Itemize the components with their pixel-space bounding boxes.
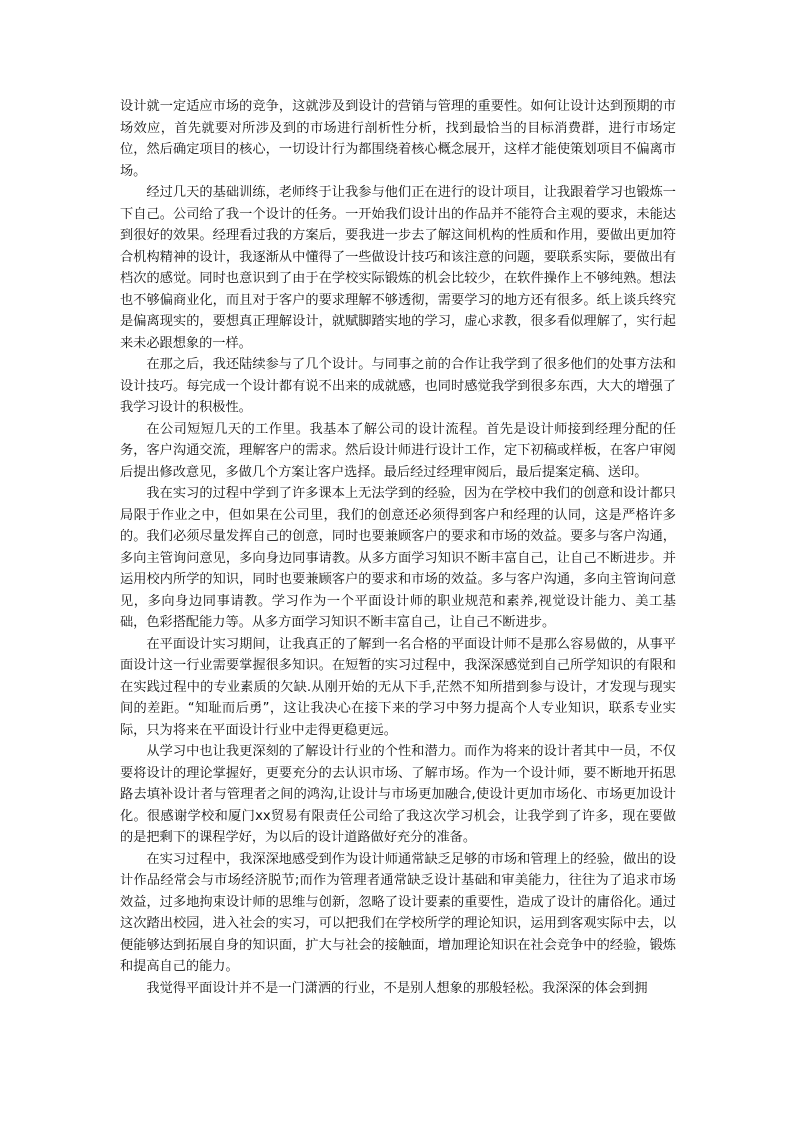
paragraph-9: 我觉得平面设计并不是一门潇洒的行业，不是别人想象的那般轻松。我深深的体会到拥 bbox=[146, 980, 648, 996]
paragraph-4: 在公司短短几天的工作里。我基本了解公司的设计流程。首先是设计师接到经理分配的任务，客户沟通交流，理解客户的需求。然后设计师进行设计工作，定下初稿或样板，在客户审阅后提出修改意见，多做几个方案让客户选择。最后经过经理审阅后，最后提案定稿、送印。 bbox=[120, 421, 676, 480]
paragraph-5: 我在实习的过程中学到了许多课本上无法学到的经验，因为在学校中我们的创意和设计都只局限于作业之中，但如果在公司里，我们的创意还必须得到客户和经理的认同，这是严格许多的。我们必须尽量发挥自己的创意，同时也要兼顾客户的要求和市场的效益。要多与客户沟通，多向主管询问意见，多向身边同事请教。从多方面学习知识不断丰富自己，让自己不断进步。并运用校内所学的知识，同时也要兼顾客户的要求和市场的效益。多与客户沟通，多向主管询问意见，多向身边同事请教。学习作为一个平面设计师的职业规范和素养,视觉设计能力、美工基础，色彩搭配能力等。从多方面学习知识不断丰富自己，让自己不断进步。 bbox=[120, 486, 676, 630]
paragraph-3: 在那之后，我还陆续参与了几个设计。与同事之前的合作让我学到了很多他们的处事方法和设计技巧。每完成一个设计都有说不出来的成就感，也同时感觉我学到很多东西，大大的增强了我学习设计的积极性。 bbox=[120, 357, 676, 415]
paragraph-6: 在平面设计实习期间，让我真正的了解到一名合格的平面设计师不是那么容易做的，从事平面设计这一行业需要掌握很多知识。在短暂的实习过程中，我深深感觉到自己所学知识的有限和在实践过程中的专业素质的欠缺.从刚开始的无从下手,茫然不知所措到参与设计，才发现与现实间的差距。“知耻而后勇”，这让我决心在接下来的学习中努力提高个人专业知识，联系专业实际，只为将来在平面设计行业中走得更稳更远。 bbox=[120, 636, 676, 738]
document-body bbox=[120, 96, 676, 999]
paragraph-8: 在实习过程中，我深深地感受到作为设计师通常缺乏足够的市场和管理上的经验，做出的设计作品经常会与市场经济脱节;而作为管理者通常缺乏设计基础和审美能力，往往为了追求市场效益，过多地拘束设计师的思维与创新，忽略了设计要素的重要性，造成了设计的庸俗化。通过这次踏出校园，进入社会的实习，可以把我们在学校所学的理论知识，运用到客观实际中去，以便能够达到拓展自身的知识面，扩大与社会的接触面，增加理论知识在社会竞争中的经验，锻炼和提高自己的能力。 bbox=[120, 851, 676, 974]
paragraph-1: 设计就一定适应市场的竞争，这就涉及到设计的营销与管理的重要性。如何让设计达到预期的市场效应，首先就要对所涉及到的市场进行剖析性分析，找到最恰当的目标消费群，进行市场定位，然后确定项目的核心，一切设计行为都围绕着核心概念展开，这样才能使策划项目不偏离市场。 bbox=[120, 99, 676, 179]
paragraph-7: 从学习中也让我更深刻的了解设计行业的个性和潜力。而作为将来的设计者其中一员，不仅要将设计的理论掌握好，更要充分的去认识市场、了解市场。作为一个设计师，要不断地开拓思路去填补设计者与管理者之间的鸿沟,让设计与市场更加融合,使设计更加市场化、市场更加设计化。很感谢学校和厦门xx贸易有限责任公司给了我这次学习机会，让我学到了许多，现在要做的是把剩下的课程学好，为以后的设计道路做好充分的准备。 bbox=[120, 744, 676, 845]
paragraph-2: 经过几天的基础训练，老师终于让我参与他们正在进行的设计项目，让我跟着学习也锻炼一下自己。公司给了我一个设计的任务。一开始我们设计出的作品并不能符合主观的要求，未能达到很好的效果。经理看过我的方案后，要我进一步去了解这间机构的性质和作用，要做出更加符合机构精神的设计，我逐渐从中懂得了一些做设计技巧和该注意的问题，要联系实际，要做出有档次的感觉。同时也意识到了由于在学校实际锻炼的机会比较少，在软件操作上不够纯熟。想法也不够偏商业化，而且对于客户的要求理解不够透彻，需要学习的地方还有很多。纸上谈兵终究是偏离现实的，要想真正理解设计，就赋脚踏实地的学习，虚心求教，很多看似理解了，实行起来未必跟想象的一样。 bbox=[120, 185, 676, 351]
